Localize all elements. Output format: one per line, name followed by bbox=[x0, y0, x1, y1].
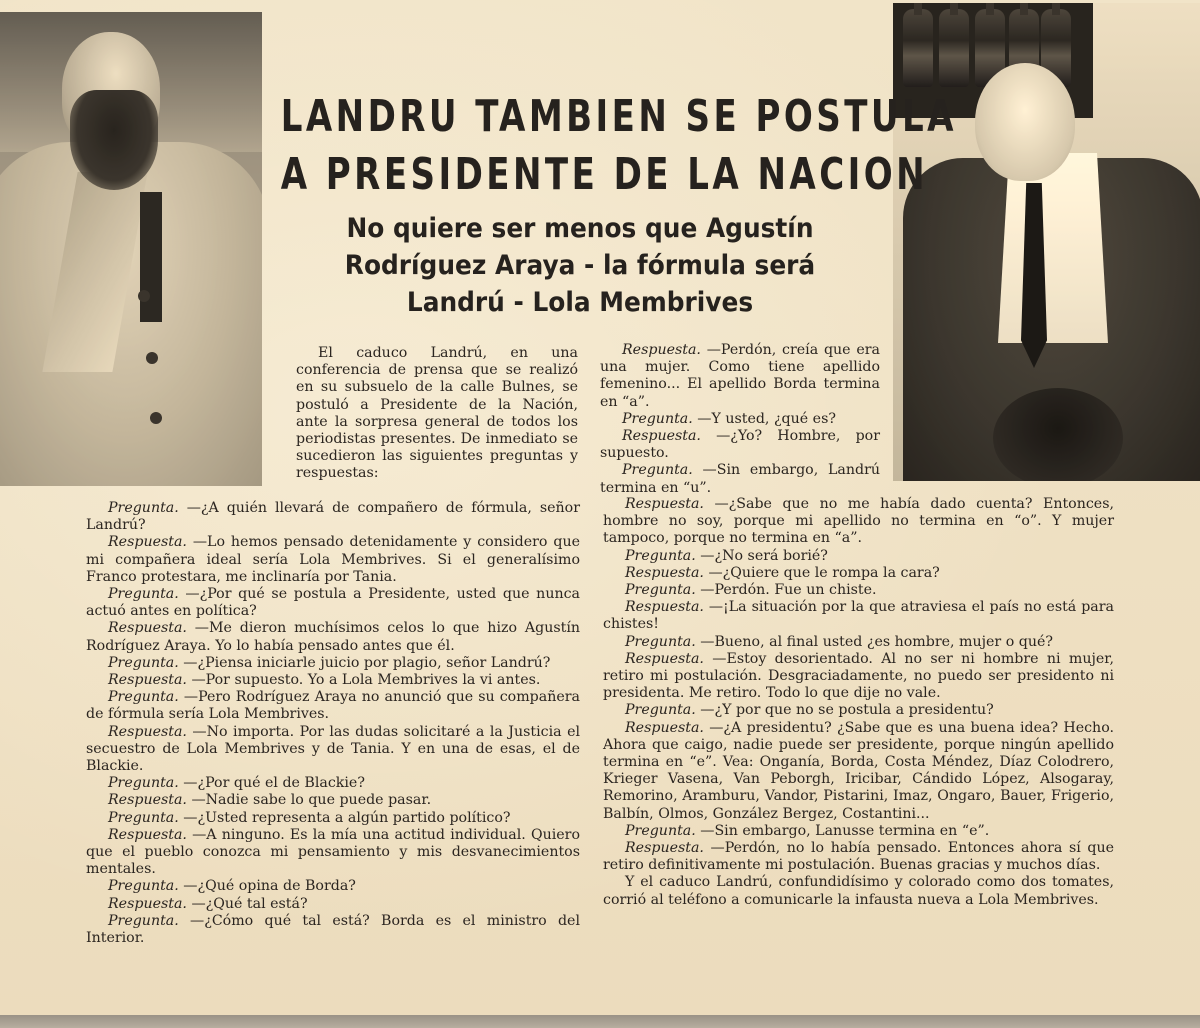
speaker-label: Pregunta. bbox=[625, 702, 696, 719]
subheadline-line-2: Rodríguez Araya - la fórmula será bbox=[344, 250, 816, 281]
question-paragraph bbox=[86, 689, 580, 723]
paragraph-text: —¿Y por que no se postula a presidentu? bbox=[695, 702, 994, 719]
paragraph-text: —¿Cómo qué tal está? Borda es el ministro del Interior. bbox=[86, 912, 580, 947]
right-column-top bbox=[600, 342, 880, 497]
question-paragraph bbox=[603, 548, 1114, 565]
speaker-label: Pregunta. bbox=[625, 633, 696, 650]
answer-paragraph bbox=[86, 827, 580, 879]
paragraph-text: —¡La situación por la que atraviesa el país no está para chistes! bbox=[603, 599, 1114, 633]
paragraph-text: —¿A quién llevará de compañero de fórmula, señor Landrú? bbox=[86, 500, 580, 534]
answer-paragraph bbox=[603, 565, 1114, 582]
question-paragraph bbox=[86, 775, 580, 792]
subheadline bbox=[270, 210, 890, 321]
paragraph-text: —¿A presidentu? ¿Sabe que es una buena idea? Hecho. Ahora que caigo, nadie puede ser presidente, porque ningún apellido termina en “e”. Vea: Onganía, Borda, Costa Méndez, Díaz Colodrero, Krieger Vasena, Van Peborgh, Iricibar, Cándido López, Alsogaray, Remorino, Aramburu, Vandor, Pistarini, Imaz, Ongaro, Bauer, Frigerio, Balbín, Olmos, González Bergez, Costantini... bbox=[603, 719, 1114, 822]
speaker-label: Respuesta. bbox=[108, 723, 187, 740]
speaker-label: Pregunta. bbox=[108, 912, 179, 929]
crowd-shape bbox=[993, 388, 1123, 481]
answer-paragraph bbox=[86, 724, 580, 776]
paragraph-text: —¿Por qué el de Blackie? bbox=[178, 775, 365, 792]
bottle-shape bbox=[939, 9, 969, 87]
speaker-label: Pregunta. bbox=[108, 878, 179, 895]
answer-paragraph bbox=[600, 428, 880, 462]
bottle-shape bbox=[903, 9, 933, 87]
paragraph-text: —Sin embargo, Lanusse termina en “e”. bbox=[695, 822, 990, 839]
paragraph-text: —Perdón, creía que era una mujer. Como tiene apellido femenino... El apellido Borda termina en “a”. bbox=[600, 342, 880, 410]
question-paragraph bbox=[603, 823, 1114, 840]
question-paragraph bbox=[86, 913, 580, 947]
paragraph-text: —¿Piensa iniciarle juicio por plagio, señor Landrú? bbox=[178, 654, 551, 671]
speaker-label: Pregunta. bbox=[108, 654, 179, 671]
speaker-label: Respuesta. bbox=[625, 599, 704, 616]
answer-paragraph bbox=[603, 720, 1114, 823]
subheadline-line-3: Landrú - Lola Membrives bbox=[406, 287, 754, 318]
speaker-label: Pregunta. bbox=[108, 775, 179, 792]
intro-paragraph bbox=[296, 345, 578, 483]
paragraph-text: —¿Usted representa a algún partido político? bbox=[178, 809, 511, 826]
answer-paragraph bbox=[603, 496, 1114, 548]
button-shape bbox=[150, 412, 162, 424]
question-paragraph bbox=[603, 634, 1114, 651]
paragraph-text: —¿Yo? Hombre, por supuesto. bbox=[600, 428, 880, 462]
question-paragraph bbox=[86, 500, 580, 534]
paragraph-text: —Perdón. Fue un chiste. bbox=[695, 582, 877, 599]
answer-paragraph bbox=[86, 672, 580, 689]
question-paragraph bbox=[600, 462, 880, 496]
paragraph-text: —Y usted, ¿qué es? bbox=[692, 410, 836, 427]
paragraph-text: —Por supuesto. Yo a Lola Membrives la vi antes. bbox=[186, 672, 541, 689]
answer-paragraph bbox=[600, 342, 880, 411]
button-shape bbox=[146, 352, 158, 364]
paragraph-text: —A ninguno. Es la mía una actitud individual. Quiero que el pueblo conozca mi pensamiento y mis desvanecimientos mentales. bbox=[86, 826, 580, 878]
question-paragraph bbox=[600, 411, 880, 428]
question-paragraph bbox=[86, 586, 580, 620]
speaker-label: Pregunta. bbox=[108, 689, 179, 706]
answer-paragraph bbox=[86, 792, 580, 809]
answer-paragraph bbox=[603, 651, 1114, 703]
head-shape bbox=[975, 63, 1075, 181]
paragraph-text: —Perdón, no lo había pensado. Entonces ahora sí que retiro definitivamente mi postulación. Buenas gracias y muchos días. bbox=[603, 840, 1114, 874]
subheadline-line-1: No quiere ser menos que Agustín bbox=[346, 213, 814, 244]
question-paragraph bbox=[603, 582, 1114, 599]
paragraph-text: —¿Quiere que le rompa la cara? bbox=[703, 564, 940, 581]
question-paragraph bbox=[86, 655, 580, 672]
speaker-label: Pregunta. bbox=[622, 462, 693, 479]
paragraph-text: —Pero Rodríguez Araya no anunció que su compañera de fórmula sería Lola Membrives. bbox=[86, 689, 580, 723]
paragraph-text: —Estoy desorientado. Al no ser ni hombre ni mujer, retiro mi postulación. Desgraciadamente, no puedo ser presidento ni presidenta. Me retiro. Todo lo que dije no vale. bbox=[603, 650, 1114, 702]
paragraph-text: —¿Qué opina de Borda? bbox=[178, 878, 356, 895]
paragraph-text: —¿No será borié? bbox=[695, 547, 828, 564]
paragraph-text: —Lo hemos pensado detenidamente y considero que mi compañera ideal sería Lola Membrives. Si el generalísimo Franco protestara, me inclinaría por Tania. bbox=[86, 534, 580, 585]
headline bbox=[232, 88, 957, 204]
speaker-label: Respuesta. bbox=[625, 650, 704, 667]
beard-shape bbox=[70, 90, 158, 190]
closing-paragraph bbox=[603, 874, 1114, 908]
paragraph-text: —Sin embargo, Landrú termina en “u”. bbox=[600, 462, 880, 496]
speaker-label: Respuesta. bbox=[622, 428, 701, 445]
speaker-label: Pregunta. bbox=[625, 547, 696, 564]
question-paragraph bbox=[86, 878, 580, 895]
speaker-label: Respuesta. bbox=[108, 620, 187, 637]
speaker-label: Respuesta. bbox=[108, 534, 187, 551]
shirt-shape bbox=[998, 153, 1108, 343]
speaker-label: Pregunta. bbox=[625, 582, 696, 599]
answer-paragraph bbox=[603, 599, 1114, 633]
answer-paragraph bbox=[603, 840, 1114, 874]
paragraph-text: —Bueno, al final usted ¿es hombre, mujer o qué? bbox=[695, 633, 1053, 650]
paragraph-text: Y el caduco Landrú, confundidísimo y colorado como dos tomates, corrió al teléfono a comunicarle la infausta nueva a Lola Membrives. bbox=[603, 874, 1114, 908]
speaker-label: Pregunta. bbox=[622, 410, 693, 427]
paragraph-text: —Me dieron muchísimos celos lo que hizo Agustín Rodríguez Araya. Yo lo había pensado antes que él. bbox=[86, 620, 580, 654]
intro-text: El caduco Landrú, en una conferencia de prensa que se realizó en su subsuelo de la calle Bulnes, se postuló a Presidente de la Nación, ante la sorpresa general de todos los periodistas presentes. De inmediato se sucedieron las siguientes preguntas y respuestas: bbox=[296, 345, 578, 482]
question-paragraph bbox=[86, 810, 580, 827]
speaker-label: Respuesta. bbox=[108, 826, 187, 843]
question-paragraph bbox=[603, 702, 1114, 719]
button-shape bbox=[138, 290, 150, 302]
left-column bbox=[86, 500, 580, 947]
paragraph-text: —Nadie sabe lo que puede pasar. bbox=[186, 792, 432, 809]
bottom-page-edge bbox=[0, 1015, 1200, 1028]
speaker-label: Respuesta. bbox=[108, 792, 187, 809]
speaker-label: Respuesta. bbox=[625, 564, 704, 581]
speaker-label: Pregunta. bbox=[625, 822, 696, 839]
speaker-label: Respuesta. bbox=[108, 895, 187, 912]
speaker-label: Respuesta. bbox=[625, 840, 704, 857]
speaker-label: Respuesta. bbox=[108, 672, 187, 689]
answer-paragraph bbox=[86, 896, 580, 913]
photo-left-bearded-man bbox=[0, 12, 262, 486]
tie-shape bbox=[140, 192, 162, 322]
right-column bbox=[603, 496, 1114, 909]
photo-right-man-in-suit bbox=[893, 3, 1200, 481]
answer-paragraph bbox=[86, 620, 580, 654]
answer-paragraph bbox=[86, 534, 580, 586]
speaker-label: Respuesta. bbox=[625, 496, 704, 512]
speaker-label: Respuesta. bbox=[625, 719, 704, 736]
headline-line-1: LANDRU TAMBIEN SE POSTULA bbox=[280, 91, 957, 142]
speaker-label: Pregunta. bbox=[108, 500, 179, 516]
speaker-label: Pregunta. bbox=[108, 586, 179, 603]
paragraph-text: —¿Por qué se postula a Presidente, usted que nunca actuó antes en política? bbox=[86, 586, 580, 620]
paragraph-text: —No importa. Por las dudas solicitaré a la Justicia el secuestro de Lola Membrives y de Tania. Y en una de esas, el de Blackie. bbox=[86, 723, 580, 775]
headline-line-2: A PRESIDENTE DE LA NACION bbox=[280, 149, 929, 200]
paragraph-text: —¿Sabe que no me había dado cuenta? Entonces, hombre no soy, porque mi apellido no termina en “o”. Y mujer tampoco, porque no termina en “a”. bbox=[603, 496, 1114, 547]
speaker-label: Pregunta. bbox=[108, 809, 179, 826]
speaker-label: Respuesta. bbox=[622, 342, 701, 358]
paragraph-text: —¿Qué tal está? bbox=[186, 895, 308, 912]
